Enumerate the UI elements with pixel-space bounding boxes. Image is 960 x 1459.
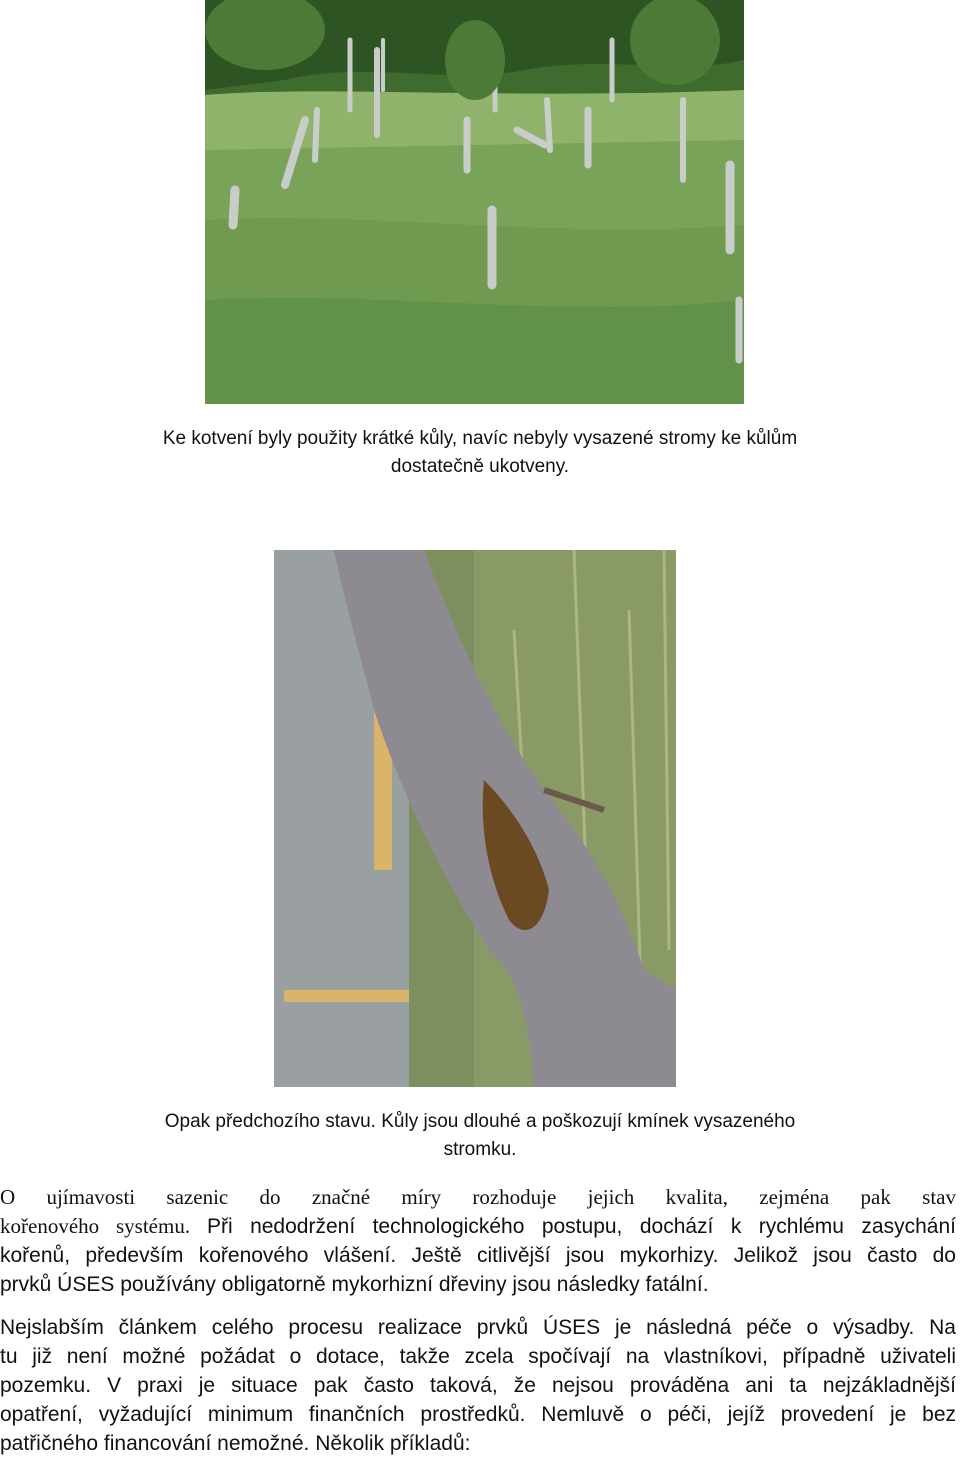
text-run: V praxi je situace pak často taková, že nejsou prováděna ani ta nejzákladnější	[107, 1374, 956, 1397]
text-run: tu již není možné požádat o dotace, takže zcela spočívají na vlastníkovi, případně uživateli	[0, 1345, 956, 1368]
trunk-damage-photo	[274, 550, 676, 1087]
orchard-photo	[205, 0, 744, 404]
text-run: Na	[929, 1316, 956, 1339]
trunk-damage-photo-drawing	[274, 550, 676, 1087]
text-run: Nejslabším článkem celého procesu realizace prvků ÚSES je následná péče o výsadby.	[0, 1316, 930, 1339]
paragraph-line	[0, 1313, 956, 1342]
body-paragraph-1	[0, 1183, 956, 1299]
text-run: Nemluvě o péči, jejíž provedení je bez	[541, 1403, 957, 1426]
paragraph-line	[0, 1183, 956, 1212]
text-run: O ujímavosti sazenic do značné míry rozhoduje jejich kvalita, zejména pak stav	[0, 1185, 956, 1209]
paragraph-line	[0, 1212, 956, 1241]
caption-line: stromku.	[443, 1139, 517, 1160]
caption-line: Ke kotvení byly použity krátké kůly, navíc nebyly vysazené stromy ke kůlům	[162, 428, 798, 449]
trunk-damage-photo-caption	[0, 1108, 960, 1164]
text-run: opatření, vyžadující minimum finančních prostředků.	[0, 1403, 542, 1426]
text-run: kořenů, především kořenového vlášení. Ještě citlivější jsou mykorhizy.	[0, 1244, 734, 1267]
orchard-photo-drawing	[205, 0, 744, 404]
paragraph-line	[0, 1400, 956, 1429]
text-run: Při nedodržení technologického postupu, dochází k rychlému zasychání	[206, 1215, 956, 1238]
text-run: patřičného financování nemožné.	[0, 1432, 316, 1455]
text-run: pozemku.	[0, 1374, 108, 1397]
text-run: prvků ÚSES používány obligatorně mykorhizní dřeviny jsou následky fatální.	[0, 1273, 709, 1296]
text-run: Několik příkladů:	[315, 1432, 471, 1455]
paragraph-line	[0, 1342, 956, 1371]
text-run: Jelikož jsou často do	[733, 1244, 956, 1267]
paragraph-line	[0, 1371, 956, 1400]
body-paragraph-2	[0, 1313, 956, 1458]
caption-line: Opak předchozího stavu. Kůly jsou dlouhé a poškozují kmínek vysazeného	[164, 1111, 796, 1132]
paragraph-line	[0, 1241, 956, 1270]
caption-line: dostatečně ukotveny.	[390, 456, 570, 477]
paragraph-line	[0, 1270, 956, 1299]
paragraph-line	[0, 1429, 956, 1458]
text-run: kořenového systému.	[0, 1214, 207, 1238]
orchard-photo-caption	[0, 425, 960, 481]
